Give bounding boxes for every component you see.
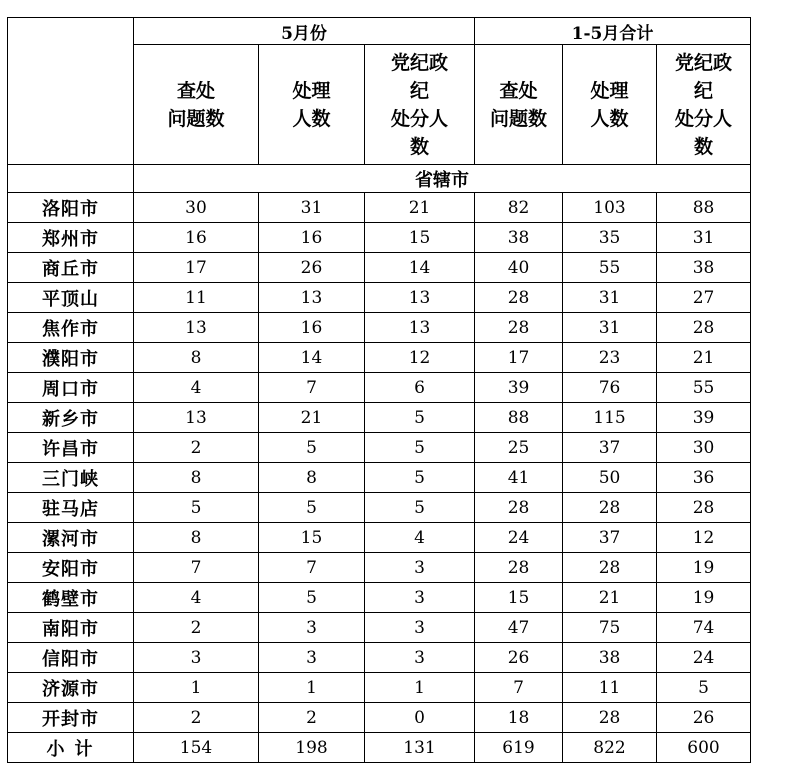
value-cell: 15 [259,523,365,553]
table-row [8,433,751,463]
value-cell: 8 [134,343,259,373]
value-cell: 5 [259,433,365,463]
value-cell: 28 [563,493,657,523]
city-name: 许昌市 [8,433,134,463]
value-cell: 11 [563,673,657,703]
value-cell: 31 [657,223,751,253]
city-name: 安阳市 [8,553,134,583]
total-label: 小计 [8,733,134,763]
value-cell: 23 [563,343,657,373]
city-name: 开封市 [8,703,134,733]
value-cell: 2 [259,703,365,733]
value-cell: 3 [365,583,475,613]
value-cell: 7 [134,553,259,583]
column-header-line: 人数 [292,107,331,130]
value-cell: 2 [134,433,259,463]
value-cell: 26 [259,253,365,283]
city-name: 南阳市 [8,613,134,643]
value-cell: 5 [657,673,751,703]
value-cell: 15 [365,223,475,253]
value-cell: 38 [563,643,657,673]
value-cell: 131 [365,733,475,763]
column-header-4 [563,45,657,165]
table-row [8,583,751,613]
value-cell: 13 [365,313,475,343]
value-cell: 2 [134,703,259,733]
value-cell: 8 [259,463,365,493]
city-name: 信阳市 [8,643,134,673]
value-cell: 37 [563,433,657,463]
value-cell: 7 [259,373,365,403]
table-row [8,313,751,343]
table-row [8,193,751,223]
column-header-line: 问题数 [167,107,225,130]
city-name: 驻马店 [8,493,134,523]
value-cell: 39 [657,403,751,433]
column-header-line: 纪 [694,79,714,102]
value-cell: 35 [563,223,657,253]
column-header-line: 问题数 [490,107,548,130]
value-cell: 28 [475,283,563,313]
value-cell: 28 [657,313,751,343]
value-cell: 8 [134,463,259,493]
value-cell: 41 [475,463,563,493]
value-cell: 0 [365,703,475,733]
value-cell: 21 [259,403,365,433]
value-cell: 19 [657,583,751,613]
value-cell: 13 [259,283,365,313]
value-cell: 76 [563,373,657,403]
column-header-line: 处理 [292,79,331,102]
city-name: 三门峡 [8,463,134,493]
value-cell: 3 [365,553,475,583]
table-row [8,283,751,313]
value-cell: 24 [657,643,751,673]
corner-cell [8,18,134,165]
value-cell: 600 [657,733,751,763]
value-cell: 38 [475,223,563,253]
column-header-2 [365,45,475,165]
value-cell: 154 [134,733,259,763]
value-cell: 5 [259,583,365,613]
column-header-line: 党纪政 [391,51,449,74]
value-cell: 13 [365,283,475,313]
column-header-line: 处分人 [391,107,449,130]
column-header-line: 查处 [499,79,538,102]
value-cell: 1 [134,673,259,703]
table-row [8,403,751,433]
table-row [8,523,751,553]
column-header-1 [259,45,365,165]
value-cell: 4 [365,523,475,553]
value-cell: 15 [475,583,563,613]
column-header-5 [657,45,751,165]
table-row [8,343,751,373]
value-cell: 82 [475,193,563,223]
value-cell: 21 [365,193,475,223]
value-cell: 39 [475,373,563,403]
column-header-line: 查处 [176,79,215,102]
value-cell: 37 [563,523,657,553]
value-cell: 19 [657,553,751,583]
value-cell: 88 [657,193,751,223]
section-title: 省辖市 [134,165,751,193]
value-cell: 13 [134,403,259,433]
column-header-line: 处分人 [675,107,733,130]
column-header-line: 处理 [590,79,629,102]
value-cell: 28 [563,703,657,733]
value-cell: 12 [657,523,751,553]
value-cell: 115 [563,403,657,433]
value-cell: 5 [365,463,475,493]
value-cell: 103 [563,193,657,223]
column-header-0 [134,45,259,165]
value-cell: 36 [657,463,751,493]
value-cell: 5 [365,493,475,523]
value-cell: 3 [259,643,365,673]
header-group-row [8,18,751,45]
value-cell: 40 [475,253,563,283]
value-cell: 26 [657,703,751,733]
table-row [8,703,751,733]
value-cell: 55 [657,373,751,403]
value-cell: 50 [563,463,657,493]
column-header-line: 人数 [590,107,629,130]
total-row [8,733,751,763]
value-cell: 3 [259,613,365,643]
value-cell: 1 [365,673,475,703]
table-row [8,373,751,403]
value-cell: 11 [134,283,259,313]
value-cell: 28 [475,493,563,523]
value-cell: 74 [657,613,751,643]
value-cell: 8 [134,523,259,553]
city-name: 周口市 [8,373,134,403]
value-cell: 27 [657,283,751,313]
value-cell: 31 [259,193,365,223]
value-cell: 30 [657,433,751,463]
value-cell: 1 [259,673,365,703]
value-cell: 31 [563,313,657,343]
table-row [8,673,751,703]
value-cell: 26 [475,643,563,673]
value-cell: 17 [134,253,259,283]
table-row [8,223,751,253]
value-cell: 28 [563,553,657,583]
value-cell: 21 [657,343,751,373]
value-cell: 2 [134,613,259,643]
value-cell: 31 [563,283,657,313]
table-row [8,613,751,643]
value-cell: 6 [365,373,475,403]
value-cell: 24 [475,523,563,553]
column-header-line: 数 [694,135,714,158]
table-row [8,643,751,673]
table-container [7,17,751,763]
value-cell: 28 [657,493,751,523]
city-name: 濮阳市 [8,343,134,373]
city-name: 商丘市 [8,253,134,283]
city-name: 焦作市 [8,313,134,343]
column-header-line: 数 [410,135,430,158]
value-cell: 17 [475,343,563,373]
value-cell: 12 [365,343,475,373]
value-cell: 4 [134,373,259,403]
value-cell: 88 [475,403,563,433]
value-cell: 14 [365,253,475,283]
value-cell: 619 [475,733,563,763]
section-blank-cell [8,165,134,193]
value-cell: 5 [134,493,259,523]
table-row [8,253,751,283]
value-cell: 16 [134,223,259,253]
value-cell: 28 [475,313,563,343]
value-cell: 28 [475,553,563,583]
value-cell: 4 [134,583,259,613]
value-cell: 3 [134,643,259,673]
value-cell: 75 [563,613,657,643]
value-cell: 13 [134,313,259,343]
city-name: 平顶山 [8,283,134,313]
city-name: 洛阳市 [8,193,134,223]
column-header-line: 党纪政 [675,51,733,74]
value-cell: 55 [563,253,657,283]
column-header-line: 纪 [410,79,430,102]
group-header-may: 5月份 [134,18,475,45]
section-row [8,165,751,193]
city-name: 济源市 [8,673,134,703]
value-cell: 5 [365,403,475,433]
value-cell: 30 [134,193,259,223]
value-cell: 3 [365,613,475,643]
value-cell: 7 [475,673,563,703]
city-name: 新乡市 [8,403,134,433]
table-row [8,553,751,583]
value-cell: 198 [259,733,365,763]
value-cell: 47 [475,613,563,643]
value-cell: 5 [365,433,475,463]
city-name: 漯河市 [8,523,134,553]
table-row [8,463,751,493]
value-cell: 16 [259,313,365,343]
value-cell: 14 [259,343,365,373]
value-cell: 3 [365,643,475,673]
discipline-stats-table [7,17,751,763]
value-cell: 16 [259,223,365,253]
column-header-3 [475,45,563,165]
value-cell: 18 [475,703,563,733]
value-cell: 5 [259,493,365,523]
value-cell: 7 [259,553,365,583]
value-cell: 822 [563,733,657,763]
value-cell: 21 [563,583,657,613]
group-header-jan-may: 1-5月合计 [475,18,751,45]
city-name: 郑州市 [8,223,134,253]
city-name: 鹤壁市 [8,583,134,613]
table-row [8,493,751,523]
value-cell: 38 [657,253,751,283]
value-cell: 25 [475,433,563,463]
